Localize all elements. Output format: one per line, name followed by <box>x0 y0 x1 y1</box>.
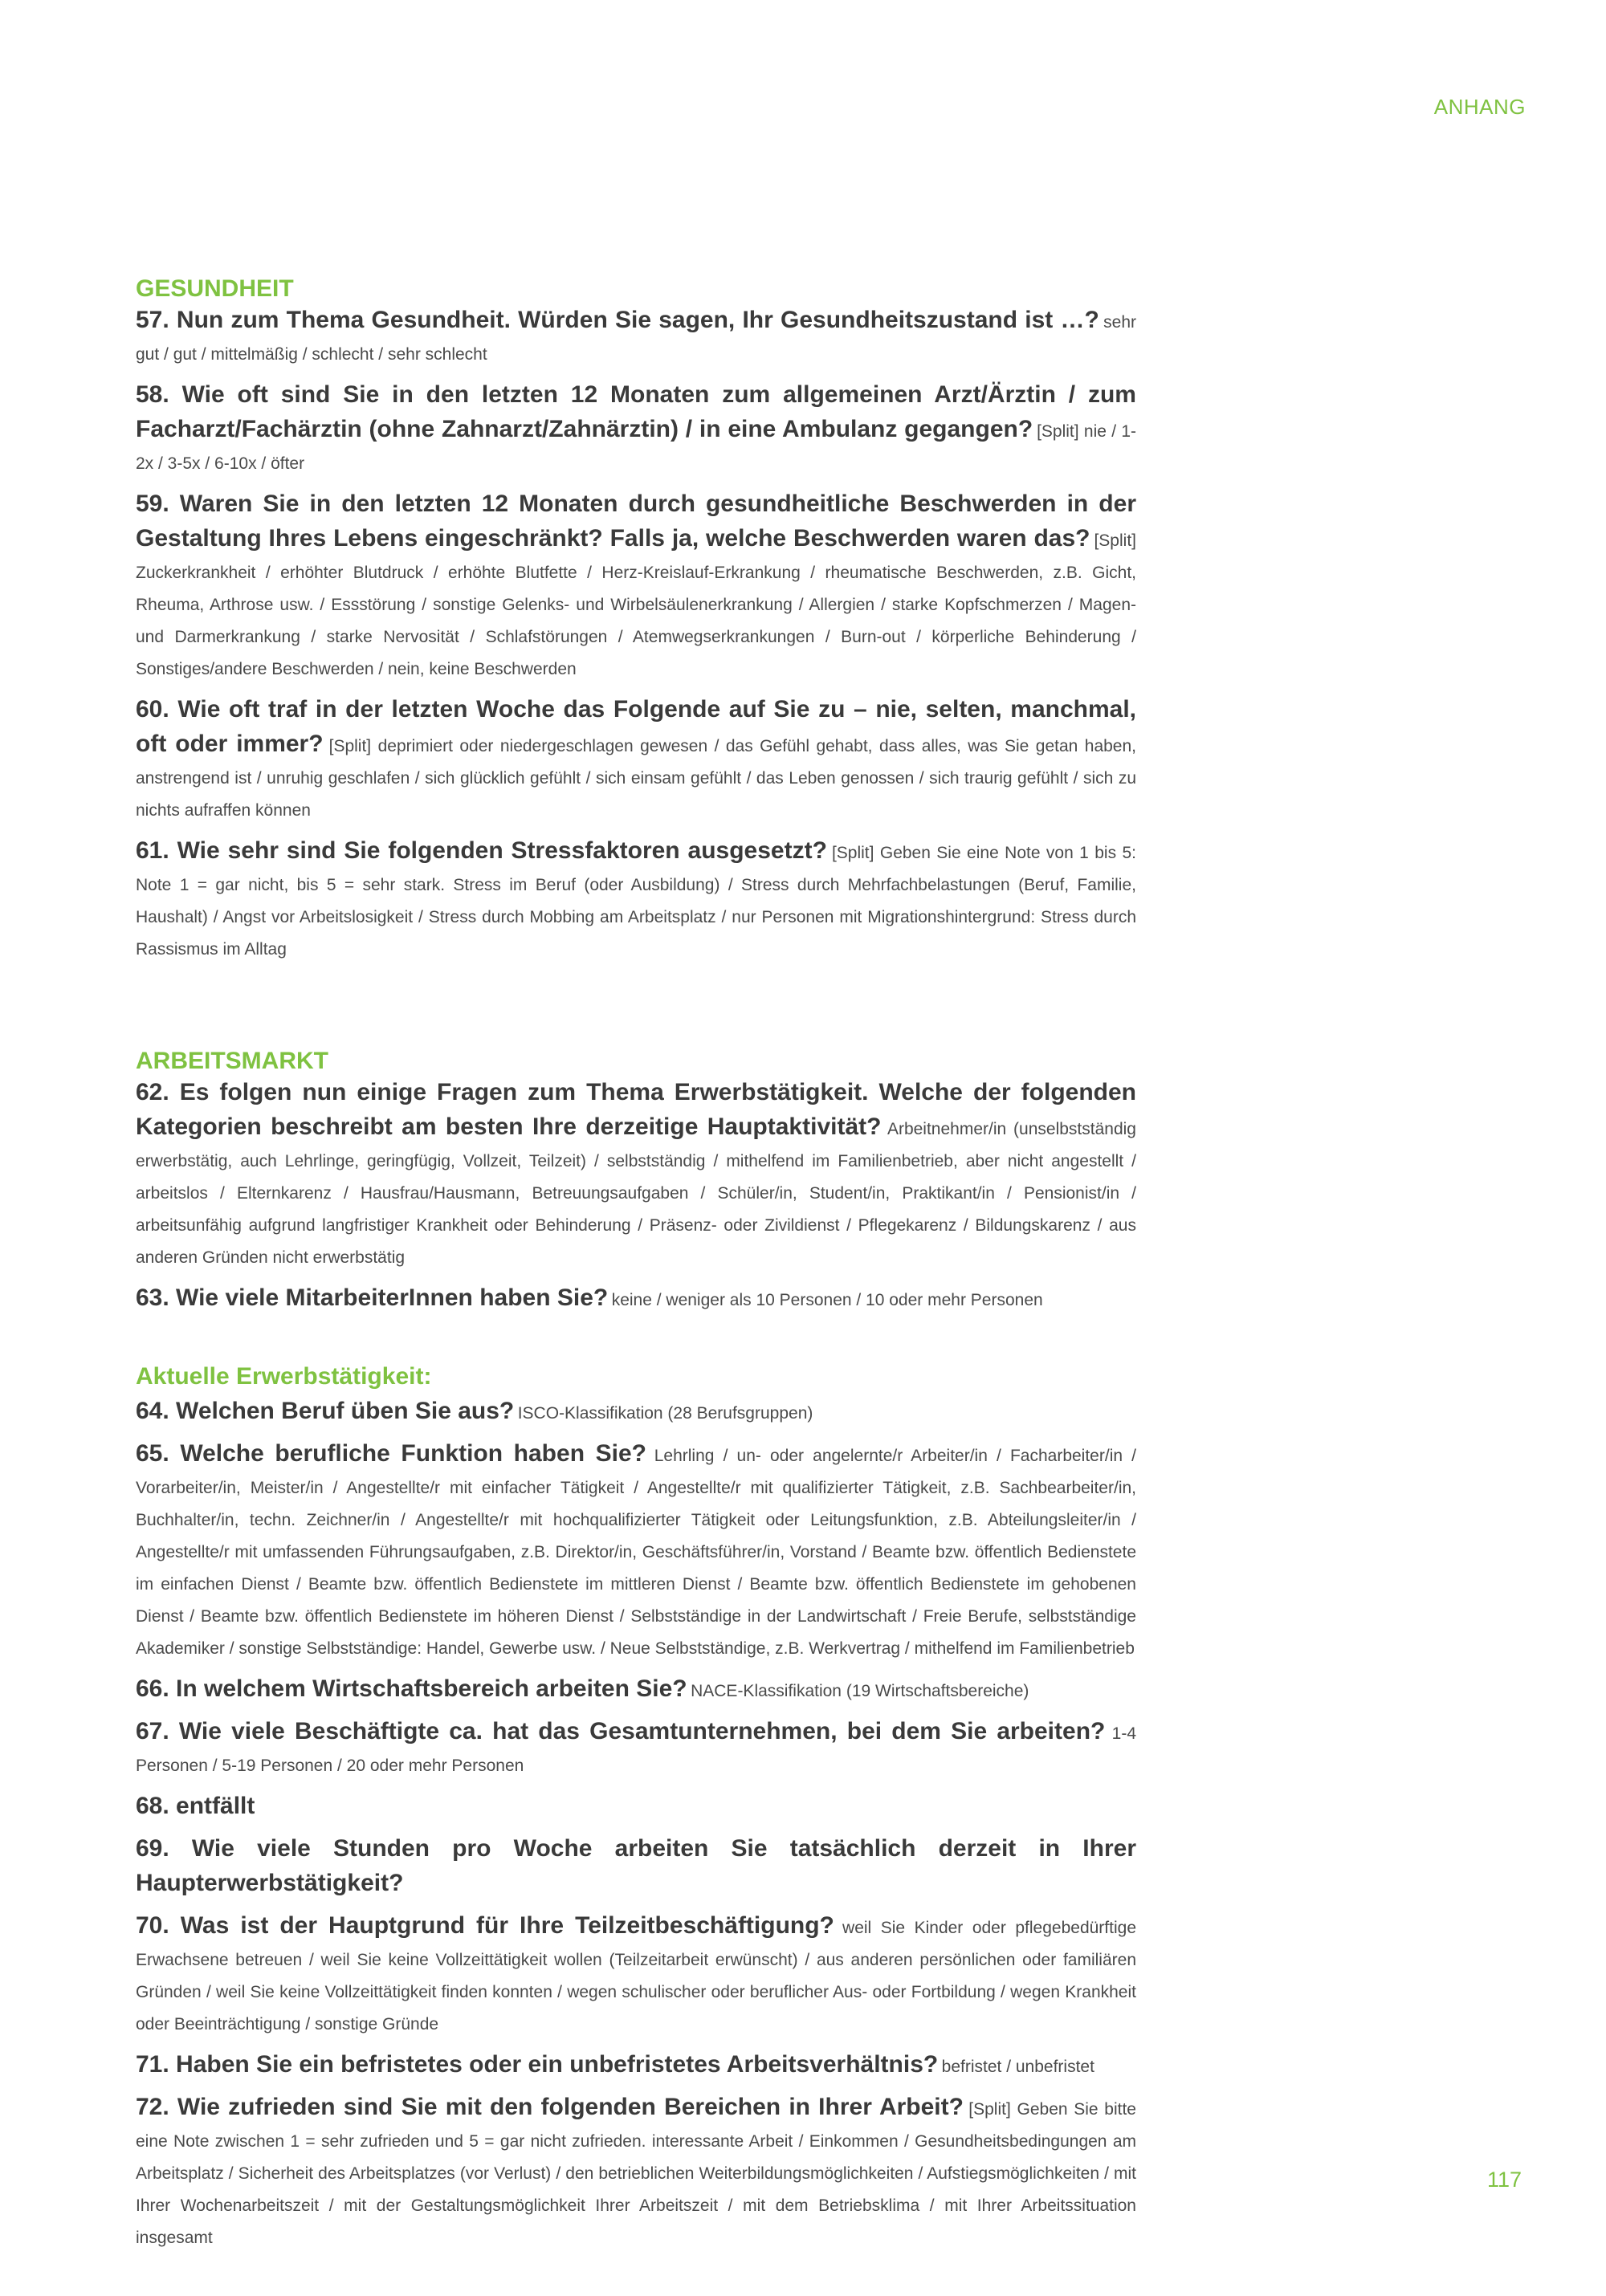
question-70 <box>136 1911 1136 2042</box>
question-text: 57. Nun zum Thema Gesundheit. Würden Sie sagen, Ihr Gesundheitszustand ist …? <box>136 307 1099 333</box>
subsection-spacer <box>136 1325 1136 1361</box>
answer-options: [Split] deprimiert oder niedergeschlagen gewesen / das Gefühl gehabt, dass alles, was Sie getan haben, anstrengend ist / unruhig geschlafen / sich glücklich gefühlt / sich einsam gefühlt / das Leben genossen / sich traurig gefühlt / sich zu nichts aufraffen können <box>136 737 1136 820</box>
question-66 <box>136 1674 1136 1708</box>
answer-options: sehr gut / gut / mittelmäßig / schlecht / sehr schlecht <box>136 313 1136 364</box>
page-number: 117 <box>1486 2168 1522 2192</box>
question-text: 58. Wie oft sind Sie in den letzten 12 Monaten zum allgemeinen Arzt/Ärztin / zum Facharzt/Fachärztin (ohne Zahnarzt/Zahnärztin) / in eine Ambulanz gegangen? <box>136 381 1136 442</box>
question-59 <box>136 489 1136 686</box>
answer-options: weil Sie Kinder oder pflegebedürftige Erwachsene betreuen / weil Sie keine Vollzeittätigkeit wollen (Teilzeitarbeit erwünscht) / aus anderen persönlichen oder familiären Gründen / weil Sie keine Vollzeittätigkeit finden konnten / wegen schulischer oder beruflicher Aus- oder Fortbildung / wegen Krankheit oder Beeinträchtigung / sonstige Gründe <box>136 1919 1136 2033</box>
question-62 <box>136 1077 1136 1275</box>
question-text: 71. Haben Sie ein befristetes oder ein unbefristetes Arbeitsverhältnis? <box>136 2051 939 2078</box>
question-58 <box>136 380 1136 481</box>
question-text: 69. Wie viele Stunden pro Woche arbeiten Sie tatsächlich derzeit in Ihrer Haupterwerbstätigkeit? <box>136 1835 1136 1896</box>
question-72 <box>136 2092 1136 2255</box>
subsection-title-aktuelle-erwerbstaetigkeit: Aktuelle Erwerbstätigkeit: <box>136 1363 432 1390</box>
answer-options: ISCO-Klassifikation (28 Berufsgruppen) <box>517 1404 813 1423</box>
question-text: 68. entfällt <box>136 1793 255 1819</box>
question-text: 63. Wie viele MitarbeiterInnen haben Sie? <box>136 1284 609 1311</box>
question-text: 67. Wie viele Beschäftigte ca. hat das Gesamtunternehmen, bei dem Sie arbeiten? <box>136 1718 1106 1744</box>
question-71 <box>136 2050 1136 2084</box>
question-67 <box>136 1716 1136 1783</box>
question-text: 72. Wie zufrieden sind Sie mit den folgenden Bereichen in Ihrer Arbeit? <box>136 2094 964 2120</box>
question-63 <box>136 1283 1136 1317</box>
page-content <box>136 273 1136 2263</box>
section-title-arbeitsmarkt: ARBEITSMARKT <box>136 1048 328 1074</box>
question-69 <box>136 1834 1136 1903</box>
question-text: 70. Was ist der Hauptgrund für Ihre Teilzeitbeschäftigung? <box>136 1912 834 1939</box>
answer-options: NACE-Klassifikation (19 Wirtschaftsbereiche) <box>691 1682 1029 1700</box>
question-61 <box>136 836 1136 967</box>
question-text: 62. Es folgen nun einige Fragen zum Thema Erwerbstätigkeit. Welche der folgenden Kategorien beschreibt am besten Ihre derzeitige Hauptaktivität? <box>136 1079 1136 1140</box>
question-64 <box>136 1396 1136 1431</box>
answer-options: [Split] Geben Sie bitte eine Note zwischen 1 = sehr zufrieden und 5 = gar nicht zufrieden. interessante Arbeit / Einkommen / Gesundheitsbedingungen am Arbeitsplatz / Sicherheit des Arbeitsplatzes (vor Verlust) / den betrieblichen Weiterbildungsmöglichkeiten / Aufstiegsmöglichkeiten / mit Ihrer Wochenarbeitszeit / mit der Gestaltungsmöglichkeit Ihrer Arbeitszeit / mit dem Betriebsklima / mit Ihrer Arbeitssituation insgesamt <box>136 2100 1136 2247</box>
question-65 <box>136 1439 1136 1666</box>
question-text: 60. Wie oft traf in der letzten Woche das Folgende auf Sie zu – nie, selten, manchmal, oft oder immer? <box>136 696 1136 757</box>
question-text: 66. In welchem Wirtschaftsbereich arbeiten Sie? <box>136 1675 687 1702</box>
question-text: 59. Waren Sie in den letzten 12 Monaten durch gesundheitliche Beschwerden in der Gestaltung Ihres Lebens eingeschränkt? Falls ja, welche Beschwerden waren das? <box>136 491 1136 552</box>
section-title-gesundheit: GESUNDHEIT <box>136 275 294 302</box>
answer-options: 1-4 Personen / 5-19 Personen / 20 oder mehr Personen <box>136 1724 1137 1775</box>
answer-options: keine / weniger als 10 Personen / 10 oder mehr Personen <box>611 1291 1043 1309</box>
section-spacer <box>136 975 1136 1045</box>
answer-options: Lehrling / un- oder angelernte/r Arbeiter/in / Facharbeiter/in / Vorarbeiter/in, Meister/in / Angestellte/r mit einfacher Tätigkeit / Angestellte/r mit qualifizierter Tätigkeit, z.B. Sachbearbeiter/in, Buchhalter/in, techn. Zeichner/in / Angestellte/r mit hochqualifizierter Tätigkeit oder Leitungsfunktion, z.B. Abteilungsleiter/in / Angestellte/r mit umfassenden Führungsaufgaben, z.B. Direktor/in, Geschäftsführer/in, Vorstand / Beamte bzw. öffentlich Bedienstete im einfachen Dienst / Beamte bzw. öffentlich Bedienstete im mittleren Dienst / Beamte bzw. öffentlich Bedienstete im gehobenen Dienst / Beamte bzw. öffentlich Bedienstete im höheren Dienst / Selbstständige in der Landwirtschaft / Freie Berufe, selbstständige Akademiker / sonstige Selbstständige: Handel, Gewerbe usw. / Neue Selbstständige, z.B. Werkvertrag / mithelfend im Familienbetrieb <box>136 1447 1136 1658</box>
answer-options: [Split] nie / 1-2x / 3-5x / 6-10x / öfter <box>136 422 1136 473</box>
question-text: 64. Welchen Beruf üben Sie aus? <box>136 1398 515 1424</box>
answer-options: befristet / unbefristet <box>941 2058 1094 2076</box>
answer-options: [Split] Geben Sie eine Note von 1 bis 5: Note 1 = gar nicht, bis 5 = sehr stark. Stress im Beruf (oder Ausbildung) / Stress durch Mehrfachbelastungen (Beruf, Familie, Haushalt) / Angst vor Arbeitslosigkeit / Stress durch Mobbing am Arbeitsplatz / nur Personen mit Migrationshintergrund: Stress durch Rassismus im Alltag <box>136 844 1136 959</box>
question-text: 61. Wie sehr sind Sie folgenden Stressfaktoren ausgesetzt? <box>136 837 827 864</box>
running-head: ANHANG <box>1433 95 1526 119</box>
question-57 <box>136 305 1136 372</box>
answer-options: Arbeitnehmer/in (unselbstständig erwerbstätig, auch Lehrlinge, geringfügig, Vollzeit, Teilzeit) / selbstständig / mithelfend im Familienbetrieb, aber nicht angestellt / arbeitslos / Elternkarenz / Hausfrau/Hausmann, Betreuungsaufgaben / Schüler/in, Student/in, Praktikant/in / Pensionist/in / arbeitsunfähig aufgrund langfristiger Krankheit oder Behinderung / Präsenz- oder Zivildienst / Pflegekarenz / Bildungskarenz / aus anderen Gründen nicht erwerbstätig <box>136 1120 1136 1267</box>
answer-options: [Split] Zuckerkrankheit / erhöhter Blutdruck / erhöhte Blutfette / Herz-Kreislauf-Erkrankung / rheumatische Beschwerden, z.B. Gicht, Rheuma, Arthrose usw. / Essstörung / sonstige Gelenks- und Wirbelsäulenerkrankung / Allergien / starke Kopfschmerzen / Magen-und Darmerkrankung / starke Nervosität / Schlafstörungen / Atemwegserkrankungen / Burn-out / körperliche Behinderung / Sonstiges/andere Beschwerden / nein, keine Beschwerden <box>136 531 1136 678</box>
question-68 <box>136 1791 1136 1826</box>
question-text: 65. Welche berufliche Funktion haben Sie? <box>136 1440 646 1467</box>
question-60 <box>136 694 1136 828</box>
